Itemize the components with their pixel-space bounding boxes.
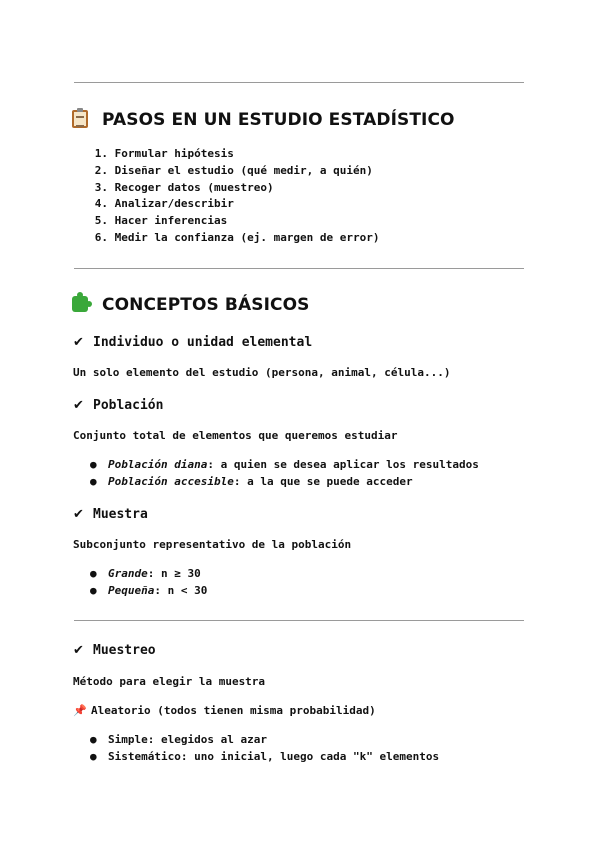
subheading-aleatorio: 📌 Aleatorio (todos tienen misma probabilidad) (73, 704, 376, 717)
clipboard-icon (72, 110, 94, 130)
pushpin-icon: 📌 (73, 704, 87, 717)
text-individuo: Un solo elemento del estudio (persona, animal, célula...) (73, 366, 451, 379)
heading-muestra: ✔ Muestra (73, 507, 148, 522)
check-icon: ✔ (73, 507, 84, 522)
divider-top (74, 82, 524, 83)
list-item: ● Población accesible: a la que se puede acceder (90, 475, 413, 488)
heading-individuo: ✔ Individuo o unidad elemental (73, 335, 313, 350)
bullet-icon: ● (90, 567, 97, 580)
list-item: 3. Recoger datos (muestreo) (94, 180, 274, 194)
check-icon: ✔ (73, 335, 84, 350)
list-item: ● Población diana: a quien se desea aplicar los resultados (90, 458, 479, 471)
list-item: 2. Diseñar el estudio (qué medir, a quién) (94, 163, 373, 177)
list-item: ● Sistemático: uno inicial, luego cada "k" elementos (90, 750, 440, 763)
bullet-icon: ● (90, 733, 97, 746)
muestra-list (90, 565, 207, 599)
check-icon: ✔ (73, 398, 84, 413)
list-item: 5. Hacer inferencias (94, 214, 228, 228)
steps-list (72, 146, 380, 247)
text-muestreo: Método para elegir la muestra (73, 675, 266, 688)
divider-middle (74, 268, 524, 269)
check-icon: ✔ (73, 643, 84, 658)
section-title-pasos: PASOS EN UN ESTUDIO ESTADÍSTICO (72, 110, 455, 130)
list-item: ● Simple: elegidos al azar (90, 733, 267, 746)
list-item: 6. Medir la confianza (ej. margen de error) (94, 230, 380, 244)
list-item: ● Grande: n ≥ 30 (90, 567, 201, 580)
text-poblacion: Conjunto total de elementos que queremos estudiar (73, 429, 398, 442)
heading-muestreo: ✔ Muestreo (73, 643, 156, 658)
bullet-icon: ● (90, 475, 97, 488)
text-muestra: Subconjunto representativo de la población (73, 538, 352, 551)
poblacion-list (90, 456, 479, 490)
puzzle-piece-icon (72, 295, 94, 315)
list-item: 1. Formular hipótesis (94, 147, 234, 160)
list-item: ● Pequeña: n < 30 (90, 584, 208, 597)
muestreo-list (90, 731, 439, 765)
heading-poblacion: ✔ Población (73, 398, 164, 413)
list-item: 4. Analizar/describir (94, 197, 234, 211)
section-title-conceptos: CONCEPTOS BÁSICOS (72, 295, 309, 315)
bullet-icon: ● (90, 750, 97, 763)
bullet-icon: ● (90, 458, 97, 471)
divider-lower (74, 620, 524, 621)
bullet-icon: ● (90, 584, 97, 597)
